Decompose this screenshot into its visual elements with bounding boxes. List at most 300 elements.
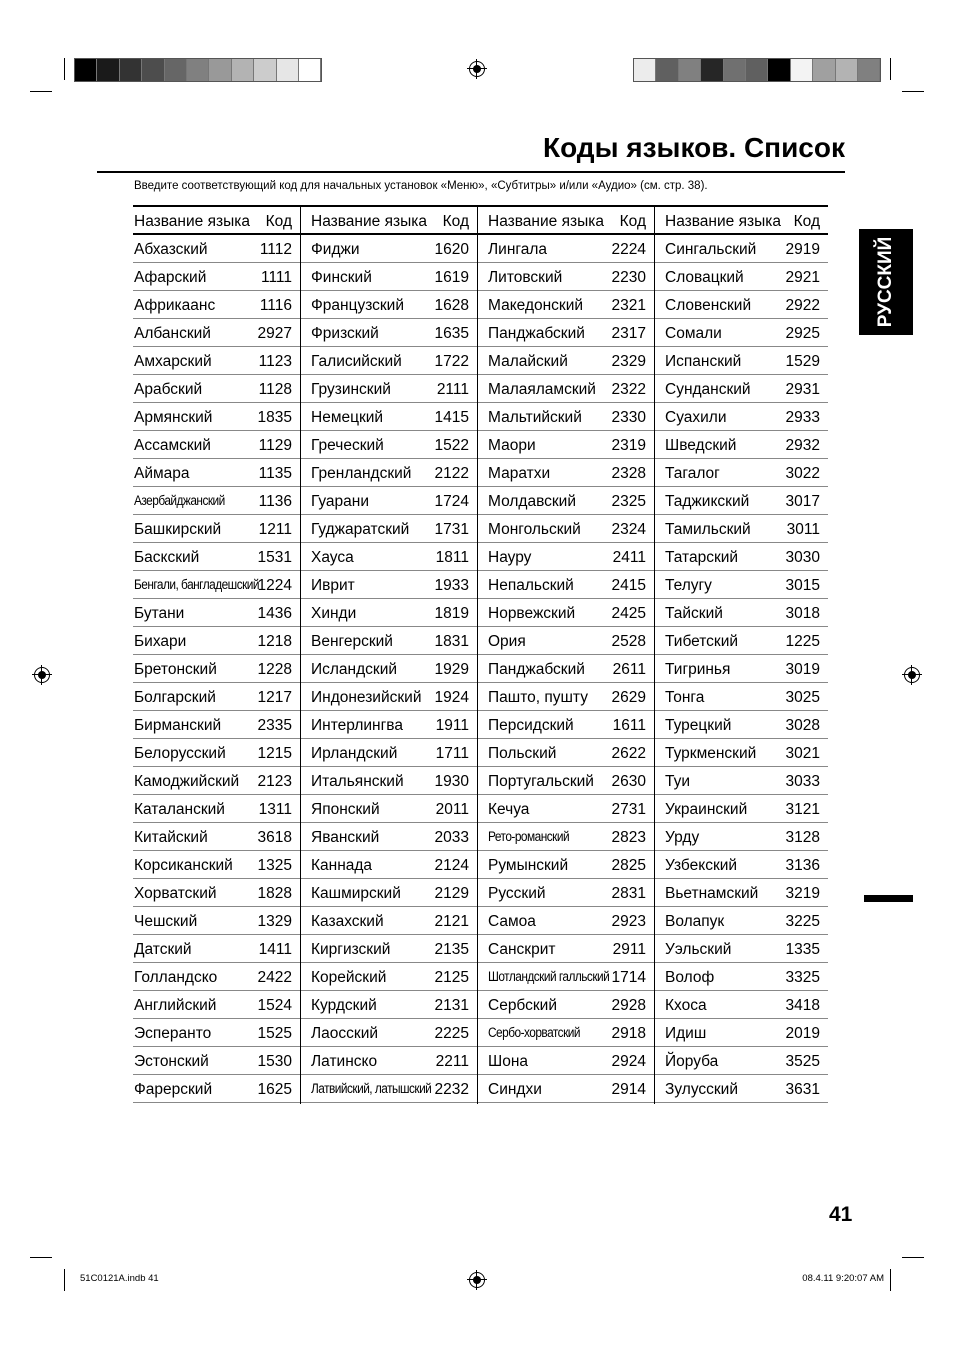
language-name: Башкирский [134, 521, 222, 538]
language-name: Интерлингва [311, 717, 403, 734]
table-row [301, 795, 477, 823]
table-row [655, 1075, 828, 1103]
table-row [133, 515, 300, 543]
header-name: Название языка [665, 213, 781, 230]
language-name: Туи [665, 773, 691, 790]
table-row [655, 767, 828, 795]
language-name: Македонский [488, 297, 584, 314]
language-name: Белорусский [134, 745, 226, 762]
language-code: 2329 [611, 353, 646, 370]
language-code: 2335 [257, 717, 292, 734]
language-code: 1217 [257, 689, 292, 706]
column-divider [477, 205, 478, 1104]
language-code: 3418 [785, 997, 820, 1014]
color-calibration-bar-right [633, 58, 881, 82]
language-code: 2131 [434, 997, 469, 1014]
table-row [133, 375, 300, 403]
language-name: Волоф [665, 969, 715, 986]
table-row [655, 1047, 828, 1075]
table-row [301, 823, 477, 851]
language-name: Арабский [134, 381, 203, 398]
table-row [301, 739, 477, 767]
language-name: Корсиканский [134, 857, 233, 874]
table-row [655, 991, 828, 1019]
language-name: Сунданский [665, 381, 751, 398]
table-row [478, 235, 654, 263]
language-code: 2933 [785, 409, 820, 426]
language-code: 1933 [434, 577, 469, 594]
language-code: 1215 [257, 745, 292, 762]
language-code: 2831 [611, 885, 646, 902]
color-swatch [768, 59, 790, 81]
header-code: Код [442, 213, 469, 230]
language-name: Афарский [134, 269, 207, 286]
language-name: Азербайджанский [134, 493, 225, 508]
table-row [133, 683, 300, 711]
language-code: 2330 [611, 409, 646, 426]
language-code: 1930 [434, 773, 469, 790]
language-code: 1224 [257, 577, 292, 594]
language-code: 2321 [611, 297, 646, 314]
crop-mark [902, 91, 924, 92]
language-code: 1620 [434, 241, 469, 258]
language-name: Бихари [134, 633, 187, 650]
table-row [133, 599, 300, 627]
language-code: 1311 [258, 801, 292, 818]
language-code: 1116 [259, 297, 292, 314]
table-row [655, 599, 828, 627]
language-name: Гренландский [311, 465, 412, 482]
table-row [478, 767, 654, 795]
table-row [478, 571, 654, 599]
language-name: Ирландский [311, 745, 398, 762]
language-code: 1325 [257, 857, 292, 874]
table-row [478, 627, 654, 655]
table-row [301, 963, 477, 991]
language-name: Урду [665, 829, 700, 846]
language-code: 1129 [258, 437, 292, 454]
registration-mark-icon [469, 1272, 485, 1288]
table-row [655, 515, 828, 543]
language-name: Гуарани [311, 493, 370, 510]
language-name: Ассамский [134, 437, 211, 454]
table-row [133, 347, 300, 375]
crop-mark [902, 1257, 924, 1258]
language-code: 2911 [612, 941, 646, 958]
color-swatch [858, 59, 880, 81]
language-code: 2019 [785, 1025, 820, 1042]
language-name: Синдхи [488, 1081, 542, 1098]
table-row [655, 291, 828, 319]
table-row [478, 543, 654, 571]
language-name: Сингальский [665, 241, 757, 258]
language-name: Кечуа [488, 801, 530, 818]
header-name: Название языка [488, 213, 604, 230]
language-name: Польский [488, 745, 557, 762]
table-row [655, 319, 828, 347]
table-row [655, 711, 828, 739]
language-code: 2925 [785, 325, 820, 342]
table-row [301, 935, 477, 963]
footer-timestamp: 08.4.11 9:20:07 AM [802, 1273, 884, 1284]
color-swatch [232, 59, 254, 81]
table-row [655, 487, 828, 515]
language-code: 1218 [257, 633, 292, 650]
language-name: Албанский [134, 325, 211, 342]
language-name: Эсперанто [134, 1025, 212, 1042]
table-row [133, 627, 300, 655]
language-name: Киргизский [311, 941, 391, 958]
language-code: 2528 [611, 633, 646, 650]
color-swatch [836, 59, 858, 81]
table-row [301, 1047, 477, 1075]
table-row [301, 571, 477, 599]
table-row [478, 1019, 654, 1047]
language-code: 1711 [435, 745, 469, 762]
table-row [301, 683, 477, 711]
language-name: Фарерский [134, 1081, 213, 1098]
table-row [301, 655, 477, 683]
table-row [301, 1075, 477, 1103]
language-name: Камоджийский [134, 773, 240, 790]
language-name: Маори [488, 437, 536, 454]
registration-mark-icon [469, 61, 485, 77]
table-row [478, 683, 654, 711]
table-row [133, 851, 300, 879]
language-name: Шона [488, 1053, 529, 1070]
language-name: Телугу [665, 577, 712, 594]
language-code: 2919 [785, 241, 820, 258]
table-row [133, 963, 300, 991]
table-row [478, 795, 654, 823]
language-code: 2111 [436, 381, 469, 398]
table-row [478, 711, 654, 739]
language-code: 1415 [434, 409, 469, 426]
language-code: 1522 [434, 437, 469, 454]
crop-mark [30, 91, 52, 92]
language-name: Хинди [311, 605, 357, 622]
table-row [133, 235, 300, 263]
intro-text: Введите соответствующий код для начальных установок «Меню», «Субтитры» и/или «Аудио» (см. стр. 38). [134, 180, 708, 192]
language-name: Греческий [311, 437, 384, 454]
color-swatch [656, 59, 678, 81]
table-row [301, 907, 477, 935]
language-name: Маратхи [488, 465, 551, 482]
language-code: 2317 [611, 325, 646, 342]
table-header [133, 205, 300, 235]
table-row [133, 487, 300, 515]
table-row [133, 319, 300, 347]
language-code: 1111 [260, 269, 292, 286]
color-swatch [165, 59, 187, 81]
language-name: Амхарский [134, 353, 212, 370]
language-code: 2629 [611, 689, 646, 706]
language-code: 1136 [258, 493, 292, 510]
language-name: Иврит [311, 577, 355, 594]
side-marker [864, 895, 913, 902]
color-swatch [187, 59, 209, 81]
header-code: Код [619, 213, 646, 230]
table-row [301, 711, 477, 739]
table-row [655, 459, 828, 487]
language-code: 3618 [257, 829, 292, 846]
language-code: 2411 [612, 549, 646, 566]
table-row [133, 291, 300, 319]
crop-mark [64, 1269, 65, 1291]
language-name: Исландский [311, 661, 398, 678]
language-name: Лаосский [311, 1025, 379, 1042]
language-code: 1335 [785, 941, 820, 958]
language-code: 3136 [785, 857, 820, 874]
table-row [478, 655, 654, 683]
language-code: 1635 [434, 325, 469, 342]
language-name: Тагалог [665, 465, 720, 482]
table-row [133, 823, 300, 851]
language-name: Каталанский [134, 801, 225, 818]
language-code: 3018 [785, 605, 820, 622]
language-name: Сербо-хорватский [488, 1025, 580, 1040]
table-row [133, 571, 300, 599]
language-code: 1835 [257, 409, 292, 426]
language-code: 2918 [611, 1025, 646, 1042]
language-code: 2125 [434, 969, 469, 986]
language-name: Суахили [665, 409, 727, 426]
table-row [301, 431, 477, 459]
language-code: 2224 [611, 241, 646, 258]
language-code: 1819 [434, 605, 469, 622]
table-row [133, 655, 300, 683]
language-code: 3128 [785, 829, 820, 846]
language-name: Румынский [488, 857, 569, 874]
language-name: Шотландский галльский [488, 969, 610, 984]
table-header [478, 205, 654, 235]
language-name: Португальский [488, 773, 594, 790]
page-number: 41 [829, 1203, 853, 1226]
table-row [478, 851, 654, 879]
side-tab-label: РУССКИЙ [875, 236, 896, 328]
table-row [655, 1019, 828, 1047]
language-code: 1524 [257, 997, 292, 1014]
table-row [133, 991, 300, 1019]
table-row [478, 935, 654, 963]
table-row [301, 627, 477, 655]
language-name: Тамильский [665, 521, 751, 538]
language-code: 2135 [434, 941, 469, 958]
registration-mark-icon [904, 667, 920, 683]
table-row [133, 459, 300, 487]
language-code: 3019 [785, 661, 820, 678]
table-row [478, 1075, 654, 1103]
language-name: Бутани [134, 605, 185, 622]
language-name: Японский [311, 801, 380, 818]
language-code: 1714 [611, 969, 646, 986]
color-swatch [277, 59, 299, 81]
language-code: 2825 [611, 857, 646, 874]
language-name: Грузинский [311, 381, 391, 398]
language-name: Гуджаратский [311, 521, 410, 538]
language-code: 2121 [434, 913, 469, 930]
crop-mark [30, 1257, 52, 1258]
table-row [301, 515, 477, 543]
table-row [301, 991, 477, 1019]
color-swatch [97, 59, 119, 81]
color-swatch [142, 59, 164, 81]
language-name: Финский [311, 269, 372, 286]
table-row [133, 263, 300, 291]
language-name: Хауса [311, 549, 354, 566]
table-row [478, 375, 654, 403]
table-row [301, 599, 477, 627]
table-row [478, 823, 654, 851]
table-row [655, 823, 828, 851]
language-code: 2033 [434, 829, 469, 846]
language-name: Литовский [488, 269, 563, 286]
language-name: Персидский [488, 717, 574, 734]
table-row [655, 739, 828, 767]
table-row [655, 263, 828, 291]
language-name: Голландско [134, 969, 218, 986]
language-code: 2630 [611, 773, 646, 790]
language-name: Абхазский [134, 241, 208, 258]
language-name: Датский [134, 941, 192, 958]
language-code: 2928 [611, 997, 646, 1014]
language-name: Кашмирский [311, 885, 401, 902]
language-name: Бретонский [134, 661, 217, 678]
language-name: Каннада [311, 857, 373, 874]
language-name: Бенгали, бангладешский [134, 577, 259, 592]
color-swatch [75, 59, 97, 81]
language-code: 2923 [611, 913, 646, 930]
page-title: Коды языков. Список [542, 132, 845, 163]
language-code: 1731 [434, 521, 469, 538]
table-row [478, 347, 654, 375]
color-swatch [746, 59, 768, 81]
color-swatch [299, 59, 321, 81]
language-name: Самоа [488, 913, 536, 930]
table-row [478, 963, 654, 991]
table-row [655, 935, 828, 963]
language-code: 1628 [434, 297, 469, 314]
table-row [655, 963, 828, 991]
language-name: Лингала [488, 241, 547, 258]
language-name: Тонга [665, 689, 705, 706]
language-code: 3219 [785, 885, 820, 902]
language-code: 3525 [785, 1053, 820, 1070]
language-name: Сомали [665, 325, 722, 342]
language-name: Ория [488, 633, 526, 650]
language-name: Африкаанс [134, 297, 216, 314]
language-code: 2611 [612, 661, 646, 678]
color-swatch [120, 59, 142, 81]
language-code: 2931 [785, 381, 820, 398]
language-side-tab [859, 229, 913, 335]
crop-mark [890, 1269, 891, 1291]
language-name: Тибетский [665, 633, 739, 650]
language-code: 2011 [435, 801, 469, 818]
table-row [655, 403, 828, 431]
language-name: Волапук [665, 913, 725, 930]
table-row [301, 487, 477, 515]
language-code: 2622 [611, 745, 646, 762]
language-name: Индонезийский [311, 689, 422, 706]
table-row [133, 431, 300, 459]
language-name: Яванский [311, 829, 380, 846]
table-row [655, 851, 828, 879]
language-name: Словенский [665, 297, 752, 314]
language-code: 1722 [434, 353, 469, 370]
table-row [655, 431, 828, 459]
language-name: Малаяламский [488, 381, 596, 398]
language-name: Сербский [488, 997, 557, 1014]
language-name: Науру [488, 549, 532, 566]
language-code: 3025 [785, 689, 820, 706]
language-code: 2921 [785, 269, 820, 286]
language-name: Венгерский [311, 633, 393, 650]
table-row [133, 767, 300, 795]
color-swatch [813, 59, 835, 81]
language-code: 1811 [435, 549, 469, 566]
header-name: Название языка [134, 213, 250, 230]
table-row [133, 907, 300, 935]
table-row [133, 879, 300, 907]
language-code: 2124 [434, 857, 469, 874]
language-code: 1525 [257, 1025, 292, 1042]
table-row [655, 655, 828, 683]
language-name: Панджабский [488, 661, 585, 678]
language-code: 3028 [785, 717, 820, 734]
title-rule [97, 171, 845, 173]
language-code: 1530 [257, 1053, 292, 1070]
language-code: 3121 [785, 801, 820, 818]
language-name: Русский [488, 885, 546, 902]
language-code: 1436 [257, 605, 292, 622]
language-code: 1329 [257, 913, 292, 930]
language-name: Санскрит [488, 941, 556, 958]
color-swatch [724, 59, 746, 81]
language-code: 2731 [611, 801, 646, 818]
language-name: Идиш [665, 1025, 707, 1042]
table-row [478, 739, 654, 767]
table-header [301, 205, 477, 235]
table-row [301, 291, 477, 319]
language-name: Норвежский [488, 605, 576, 622]
language-name: Галисийский [311, 353, 402, 370]
language-name: Татарский [665, 549, 739, 566]
language-code: 1924 [434, 689, 469, 706]
table-row [301, 375, 477, 403]
language-code: 1911 [435, 717, 469, 734]
language-code: 2322 [611, 381, 646, 398]
language-code: 1929 [434, 661, 469, 678]
language-code: 2927 [257, 325, 292, 342]
language-name: Хорватский [134, 885, 217, 902]
language-code: 2932 [785, 437, 820, 454]
language-code: 1112 [259, 241, 292, 258]
language-code: 3015 [785, 577, 820, 594]
table-row [478, 431, 654, 459]
language-code: 2422 [257, 969, 292, 986]
table-row [301, 235, 477, 263]
table-row [655, 347, 828, 375]
language-code: 2225 [434, 1025, 469, 1042]
language-code: 2922 [785, 297, 820, 314]
table-row [478, 515, 654, 543]
table-row [133, 711, 300, 739]
language-code: 2123 [257, 773, 292, 790]
language-name: Корейский [311, 969, 387, 986]
language-code: 2129 [434, 885, 469, 902]
language-code: 3030 [785, 549, 820, 566]
